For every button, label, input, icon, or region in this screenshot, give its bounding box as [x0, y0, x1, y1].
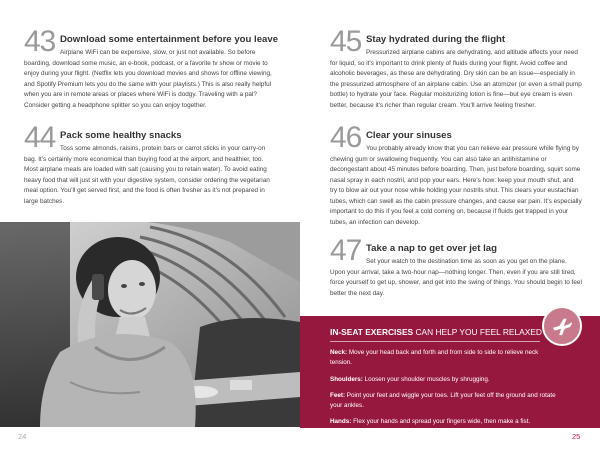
exercises-heading-bold: IN-SEAT EXERCISES [330, 327, 414, 337]
tip-title: Take a nap to get over jet lag [366, 243, 497, 254]
photo-illustration [0, 222, 300, 427]
page-number-right: 25 [572, 432, 581, 441]
exercises-heading [330, 327, 542, 338]
exercise-item-neck [330, 348, 558, 369]
exercise-label: Hands: [330, 418, 352, 426]
tip-body: Pressurized airplane cabins are dehydrating, and altitude affects your need for liquid, so it's important to drink plenty of fluids during your flight. Avoid coffee and alcoholic beverages, as these are dehydrating. Dry skin can be an issue—especially in the pressurized atmosphere of an airplane cabin. Use an atomizer (or even a small pump bottle) to hydrate your face. Regular moisturizing lotion is fine—but eye cream is even better, because it's richer than regular cream. You'll arrive feeling fresher. [330, 49, 582, 109]
exercise-text: Point your feet and wiggle your toes. Lift your feet off the ground and rotate your ankles. [330, 391, 556, 410]
tip-number: 43 [24, 25, 56, 58]
tip-47 [330, 234, 582, 299]
exercise-text: Loosen your shoulder muscles by shrugging. [362, 375, 490, 383]
tip-45 [330, 25, 582, 111]
tip-46 [330, 121, 582, 228]
exercise-text: Flex your hands and spread your fingers wide, then make a fist. [351, 418, 531, 426]
exercise-item-shoulders [330, 375, 558, 385]
tip-body: You probably already know that you can relieve ear pressure while flying by chewing gum or swallowing frequently. You can also take an antihistamine or decongestant about 45 minutes before boarding. Then, just before boarding, squirt some nasal spray in each nostril, and pop your ears. Here's how: keep your mouth shut, and try to blow air out your nose while holding your nostrils shut. This clears your eustachian tubes, which can swell as the cabin pressure changes, and cause ear pain. It's especially important to do this if you feel a cold coming on, because if fluids get trapped in your tubes, an infection can develop. [330, 145, 582, 226]
page-number-left: 24 [18, 432, 27, 441]
exercise-text: Move your head back and forth and from side to side to relieve neck tension. [330, 349, 539, 367]
in-seat-exercises-box [300, 316, 600, 428]
airplane-glyph [551, 315, 573, 337]
tip-43 [24, 25, 279, 111]
tip-title: Stay hydrated during the flight [366, 34, 506, 45]
exercises-heading-rest: CAN HELP YOU FEEL RELAXED [413, 327, 542, 337]
exercise-label: Neck: [330, 349, 348, 356]
tip-title: Pack some healthy snacks [60, 130, 182, 141]
exercise-item-hands [330, 417, 558, 427]
tip-body: Toss some almonds, raisins, protein bars or carrot sticks in your carry-on bag. It's certainly more economical than buying food at the airport, and healthier, too. Most airplane meals are loaded with salt (causing you to retain water). To avoid eating heavy food that will just sit with your digestive system, consider ordering the vegetarian meal option. You'll get served first, and the food is often fresher as it's not prepared in large batches. [24, 145, 270, 205]
airplane-icon [542, 306, 582, 346]
tip-title: Download some entertainment before you leave [60, 34, 279, 45]
exercise-item-feet [330, 391, 558, 412]
tip-body: Airplane WiFi can be expensive, slow, or just not available. So before boarding, download some music, an e-book, podcast, or a favorite tv show or movie to enjoy during your flight. (Netflix lets you download movies and shows for offline viewing, and Spotify Premium lets you do the same with your playlists.) This is also really helpful when you are in remote areas or places where WiFi is dodgy. Traveling with a pal? Consider getting a headphone splitter so you can enjoy together. [24, 49, 272, 109]
tip-title: Clear your sinuses [366, 130, 452, 141]
tip-number: 47 [330, 234, 362, 267]
exercises-list [330, 348, 558, 434]
exercise-label: Feet: [330, 391, 346, 399]
tip-body: Set your watch to the destination time as soon as you get on the plane. Upon your arrival, take a two-hour nap—nothing longer. Then, even if you are still tired, force yourself to get up, shower, and get into the swing of things. You should begin to feel better the next day. [330, 258, 582, 297]
exercises-divider [330, 341, 540, 342]
tip-number: 45 [330, 25, 362, 58]
tip-number: 46 [330, 121, 362, 154]
exercise-label: Shoulders: [330, 375, 363, 383]
tip-number: 44 [24, 121, 56, 154]
vintage-airplane-passenger-photo [0, 222, 300, 427]
tip-44 [24, 121, 276, 207]
